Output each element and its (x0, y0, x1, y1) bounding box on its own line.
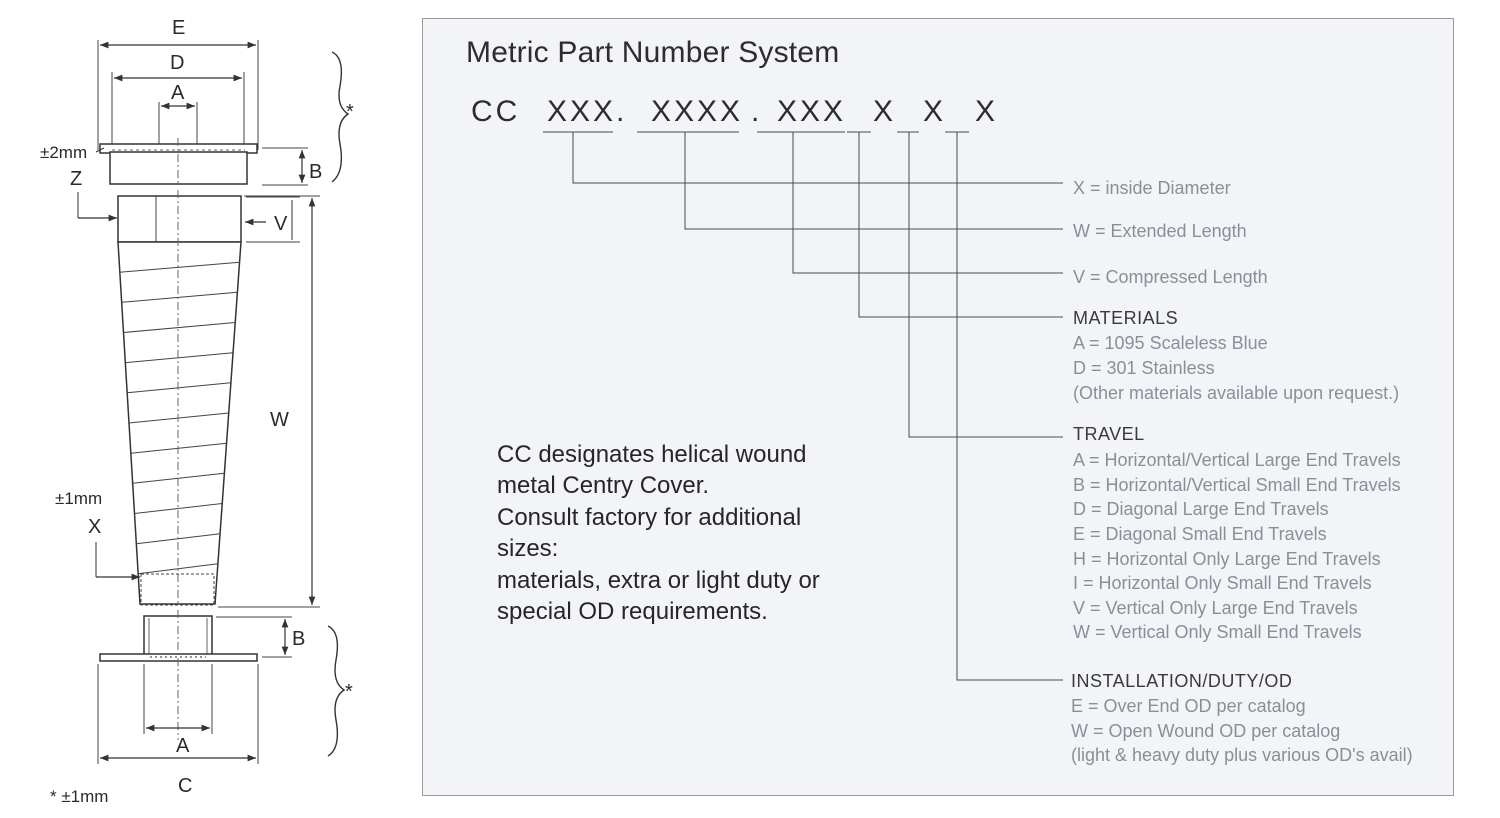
materials-option: (Other materials available upon request.) (1073, 383, 1400, 403)
label-d: D (170, 52, 185, 74)
bottom-end-cap (100, 610, 257, 740)
label-a-bottom: A (176, 735, 190, 757)
description-line: CC designates helical wound (497, 441, 807, 468)
label-z: Z (70, 168, 83, 190)
label-a-top: A (171, 82, 185, 104)
panel-title: Metric Part Number System (466, 36, 840, 69)
description-line: Consult factory for additional (497, 504, 802, 531)
description-line: special OD requirements. (497, 598, 768, 625)
travel-option: W = Vertical Only Small End Travels (1073, 622, 1362, 642)
cover-drawing-svg (0, 0, 420, 818)
part-number-panel (422, 18, 1454, 796)
brace-bottom (328, 626, 344, 756)
part-number-segment-5: X (923, 95, 947, 128)
label-x: X (88, 516, 102, 538)
part-number-prefix: CC (471, 95, 521, 128)
tolerance-inner: ±1mm (55, 489, 103, 508)
part-number-segment-6: X (975, 95, 999, 128)
materials-option: A = 1095 Scaleless Blue (1073, 333, 1268, 353)
dimension-v (245, 197, 300, 242)
asterisk-top: * (346, 101, 354, 123)
dimension-b-top (262, 148, 308, 185)
part-number-segment-2: XXXX (651, 95, 744, 128)
code-w-extended-length: W = Extended Length (1073, 221, 1247, 241)
part-number-segment-4: X (873, 95, 897, 128)
travel-option: A = Horizontal/Vertical Large End Travels (1073, 450, 1401, 470)
label-e: E (172, 17, 186, 39)
description-line: metal Centry Cover. (497, 472, 710, 499)
travel-option: V = Vertical Only Large End Travels (1073, 598, 1358, 618)
installation-option: E = Over End OD per catalog (1071, 696, 1306, 716)
description-line: sizes: (497, 535, 559, 562)
description-line: materials, extra or light duty or (497, 567, 820, 594)
installation-option: (light & heavy duty plus various OD's avail) (1071, 745, 1413, 765)
cover-drawing (0, 0, 420, 818)
travel-option: D = Diagonal Large End Travels (1073, 499, 1329, 519)
code-v-compressed-length: V = Compressed Length (1073, 267, 1268, 287)
installation-heading: INSTALLATION/DUTY/OD (1071, 671, 1293, 691)
part-number-segment-3: XXX (777, 95, 847, 128)
label-b-top: B (309, 161, 323, 183)
travel-heading: TRAVEL (1073, 424, 1145, 444)
leader-lines (423, 19, 1455, 797)
dimension-b-bottom (216, 617, 292, 657)
code-x-inside-diameter: X = inside Diameter (1073, 178, 1231, 198)
top-end-cap (100, 138, 257, 186)
travel-option: E = Diagonal Small End Travels (1073, 524, 1327, 544)
label-w: W (270, 409, 289, 431)
label-c: C (178, 775, 193, 797)
footnote-tolerance: * ±1mm (50, 787, 109, 806)
label-b-bottom: B (292, 628, 306, 650)
travel-option: B = Horizontal/Vertical Small End Travels (1073, 475, 1401, 495)
cover-body (118, 190, 241, 606)
materials-option: D = 301 Stainless (1073, 358, 1215, 378)
label-v: V (274, 213, 288, 235)
travel-option: H = Horizontal Only Large End Travels (1073, 549, 1381, 569)
travel-option: I = Horizontal Only Small End Travels (1073, 573, 1372, 593)
tolerance-flange: ±2mm (40, 143, 88, 162)
asterisk-bottom: * (345, 681, 353, 703)
part-number-segment-1: XXX. (547, 95, 628, 128)
part-number-separator: . (751, 95, 763, 128)
installation-option: W = Open Wound OD per catalog (1071, 721, 1341, 741)
materials-heading: MATERIALS (1073, 308, 1179, 328)
